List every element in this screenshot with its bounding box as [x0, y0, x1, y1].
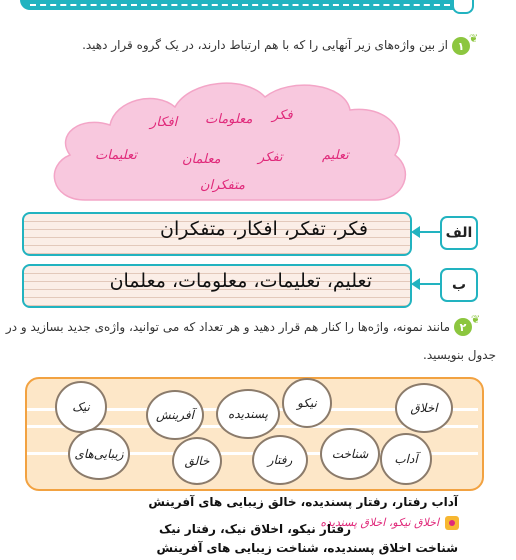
question-2-instruction-line1: مانند نمونه، واژه‌ها را کنار هم قرار دهید و هر تعداد که می توانید، واژه‌ی جدید بسازید و در [5, 320, 450, 334]
cloud-word: فکر [272, 108, 293, 123]
flower-icon [445, 516, 459, 530]
label-alef: الف [440, 216, 478, 250]
answer-line: رفتار نیکو، اخلاق نیک، رفتار نیک [158, 522, 351, 536]
word-bubble: رفتار [252, 435, 308, 485]
leaf-icon: ❦ [471, 313, 481, 326]
arrow-line [418, 231, 440, 233]
header-dash [30, 4, 450, 6]
word-bubble: آفرینش [146, 390, 204, 440]
cloud-word: تعلیمات [95, 148, 137, 163]
answer-text-be: تعلیم، تعلیمات، معلومات، معلمان [109, 270, 372, 292]
cloud-word: افکار [150, 115, 178, 130]
question-2-instruction-line2: جدول بنویسید. [423, 348, 496, 362]
cloud-word: تفکر [258, 150, 283, 165]
word-bubble: خالق [172, 437, 222, 485]
question-2-number: ۲ [454, 318, 472, 336]
example-sample: اخلاق نیکو، اخلاق پسندیده [320, 516, 439, 529]
word-bubble: شناخت [320, 428, 380, 480]
answer-text-alef: فکر، تفکر، افکار، متفکران [160, 218, 368, 240]
word-bubble: نیکو [282, 378, 332, 428]
header-cap [452, 0, 474, 14]
cloud-word: معلمان [182, 152, 221, 167]
word-bubble: آداب [380, 433, 432, 485]
answer-line: آداب رفتار، رفتار پسندیده، خالق زیبایی های آفرینش [148, 495, 458, 509]
word-bubble: زیبایی‌های [68, 428, 130, 480]
answer-line: شناخت اخلاق پسندیده، شناخت زیبایی های آفرینش [156, 541, 458, 555]
question-1-instruction: از بین واژه‌های زیر آنهایی را که با هم ارتباط دارند، در یک گروه قرار دهید. [82, 38, 448, 52]
word-bubble: نیک [55, 381, 107, 433]
word-cloud [45, 75, 415, 215]
cloud-word: معلومات [205, 112, 253, 127]
arrow-line [418, 283, 440, 285]
cloud-word: متفکران [200, 178, 245, 193]
label-be: ب [440, 268, 478, 302]
word-bubble: اخلاق [395, 383, 453, 433]
question-1-number: ۱ [452, 37, 470, 55]
word-bubble: پسندیده [216, 389, 280, 439]
cloud-word: تعلیم [322, 148, 349, 163]
leaf-icon: ❦ [469, 32, 479, 45]
